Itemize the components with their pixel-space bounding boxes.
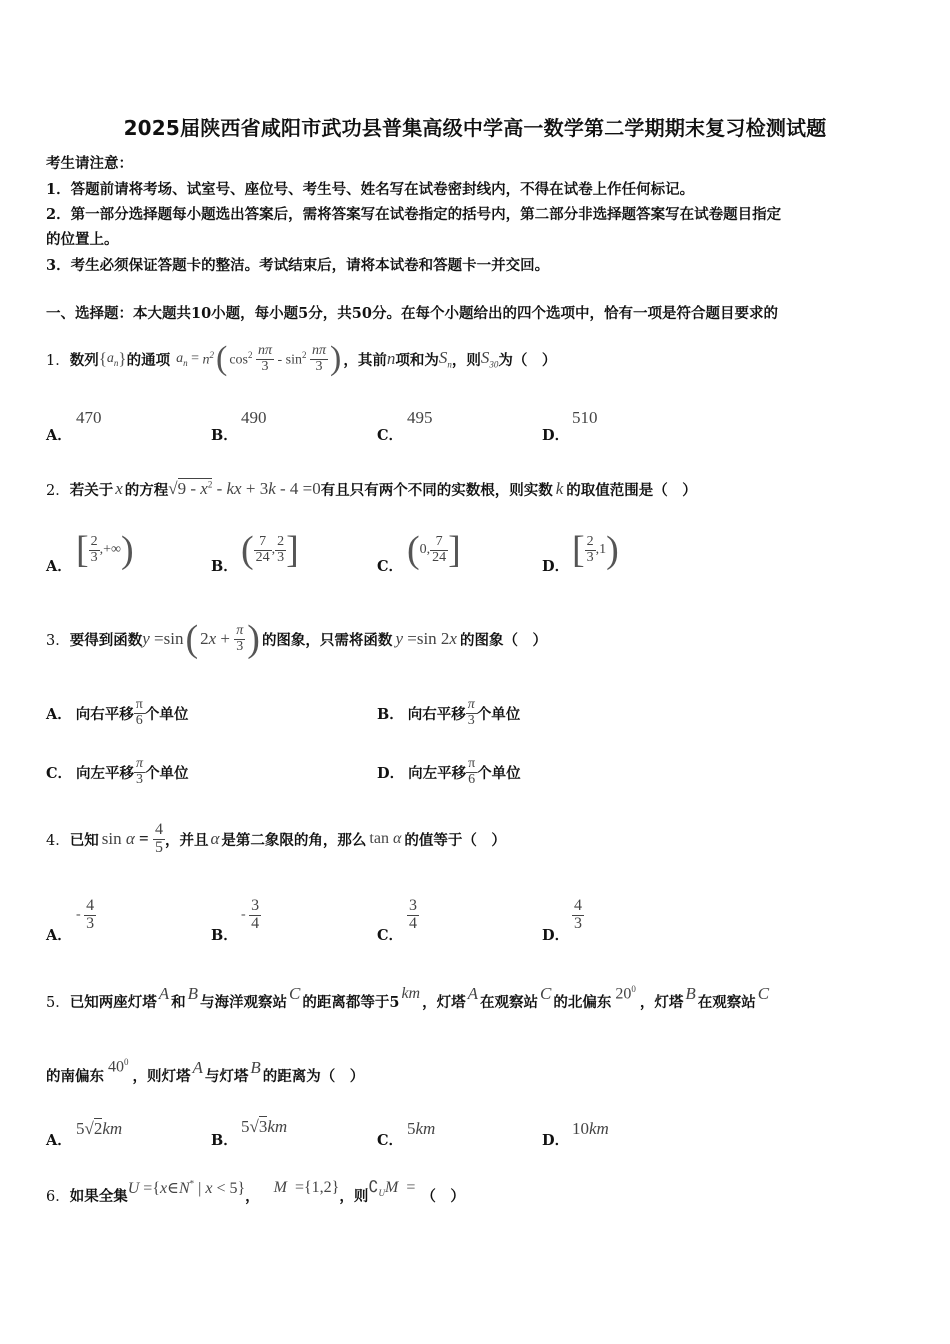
q1-option-c-value: 495 xyxy=(407,408,433,427)
q1-option-d-value: 510 xyxy=(572,408,598,427)
notice-item-2-cont: 的位置上。 xyxy=(46,231,119,248)
q4-option-d-value: $\frac{4}{3}$ xyxy=(574,897,582,932)
q4-option-a-label[interactable]: A． xyxy=(46,927,72,944)
notice-heading: 考生请注意： xyxy=(46,155,133,172)
q5-option-b-value: 5√3km xyxy=(241,1117,288,1136)
question-6: 6． 如果全集 U ={x∈N* | x < 5} ， M ={1,2} ，则 $∁_UM$ = （ ） xyxy=(46,1178,465,1205)
q3-option-a[interactable]: A． 向右平移 $\frac{\pi}{6}$ 个单位 xyxy=(46,697,189,728)
q2-option-c-label[interactable]: C． xyxy=(377,558,404,575)
q4-option-c-label[interactable]: C． xyxy=(377,927,404,944)
question-2: 2． 若关于 x 的方程 $√9 - x^2$ - kx + 3k - 4 =0 有且只有两个不同的实数根，则实数 k 的取值范围是（ ） xyxy=(46,479,697,499)
q2-option-c-value: ( 0, $\frac{7}{24}$ ] xyxy=(407,529,461,571)
question-1: 1． 数列 { $a_n$ } 的通项 $a_n$ = $n^2$ ( $\cos^2$ $\frac{n\pi}{3}$ - $\sin^2$ $\frac{n\pi}{3}$ ) ，其前 n 项和为 $S_n$ ，则 $S_{30}$ 为（ ） xyxy=(46,340,557,377)
q5-option-d-value: 10km xyxy=(572,1119,609,1138)
notice-item-1: 1．答题前请将考场、试室号、座位号、考生号、姓名写在试卷密封线内，不得在试卷上作任何标记。 xyxy=(46,181,695,198)
q3-option-d[interactable]: D． 向左平移 $\frac{\pi}{6}$ 个单位 xyxy=(377,756,521,787)
q2-option-b-value: ( $\frac{7}{24}$ , $\frac{2}{3}$ ] xyxy=(241,529,299,571)
q1-option-b-value: 490 xyxy=(241,408,267,427)
q4-option-a-value: - $\frac{4}{3}$ xyxy=(76,897,95,932)
question-3: 3． 要得到函数 y =sin ( 2x + $\frac{\pi}{3}$ ) 的图象，只需将函数 y =sin 2x 的图象（ ） xyxy=(46,618,547,660)
q4-option-b-value: - $\frac{3}{4}$ xyxy=(241,897,260,932)
q4-option-c-value: $\frac{3}{4}$ xyxy=(409,897,417,932)
q2-option-a-value: [ $\frac{2}{3}$ ,+∞ ) xyxy=(76,529,134,571)
q2-option-b-label[interactable]: B． xyxy=(211,558,238,575)
q2-option-a-label[interactable]: A． xyxy=(46,558,72,575)
q1-option-d-label[interactable]: D． xyxy=(542,427,570,444)
question-5: 5． 已知两座灯塔 A 和 B 与海洋观察站 C 的距离都等于5 km ，灯塔 A 在观察站 C 的北偏东 $20^0$ ，灯塔 B 在观察站 C xyxy=(46,984,770,1011)
q5-option-a-label[interactable]: A． xyxy=(46,1132,72,1149)
q1-option-b-label[interactable]: B． xyxy=(211,427,238,444)
question-4: 4． 已知 sin α = $\frac{4}{5}$ ，并且 α 是第二象限的角，那么 tan α 的值等于（ ） xyxy=(46,820,506,856)
q2-option-d-label[interactable]: D． xyxy=(542,558,570,575)
q5-option-a-value: 5√2km xyxy=(76,1119,123,1138)
q4-option-b-label[interactable]: B． xyxy=(211,927,238,944)
q5-option-c-label[interactable]: C． xyxy=(377,1132,404,1149)
q1-option-a-value: 470 xyxy=(76,408,102,427)
notice-item-2: 2．第一部分选择题每小题选出答案后，需将答案写在试卷指定的括号内，第二部分非选择题答案写在试卷题目指定 xyxy=(46,206,782,223)
q4-option-d-label[interactable]: D． xyxy=(542,927,570,944)
page-title: 2025届陕西省咸阳市武功县普集高级中学高一数学第二学期期末复习检测试题 xyxy=(123,116,827,140)
q3-option-b[interactable]: B． 向右平移 $\frac{\pi}{3}$ 个单位 xyxy=(377,697,521,728)
q5-option-b-label[interactable]: B． xyxy=(211,1132,238,1149)
section-heading: 一、选择题：本大题共10小题，每小题5分，共50分。在每个小题给出的四个选项中，恰有一项是符合题目要求的 xyxy=(46,305,778,322)
q5-option-c-value: 5km xyxy=(407,1119,436,1138)
q1-option-c-label[interactable]: C． xyxy=(377,427,404,444)
q3-option-c[interactable]: C． 向左平移 $\frac{\pi}{3}$ 个单位 xyxy=(46,756,189,787)
q5-option-d-label[interactable]: D． xyxy=(542,1132,570,1149)
notice-item-3: 3．考生必须保证答题卡的整洁。考试结束后，请将本试卷和答题卡一并交回。 xyxy=(46,257,550,274)
q1-option-a-label[interactable]: A． xyxy=(46,427,72,444)
q2-option-d-value: [ $\frac{2}{3}$ ,1 ) xyxy=(572,529,619,571)
question-5-cont: 的南偏东 $40^0$ ，则灯塔 A 与灯塔 B 的距离为（ ） xyxy=(46,1057,365,1085)
